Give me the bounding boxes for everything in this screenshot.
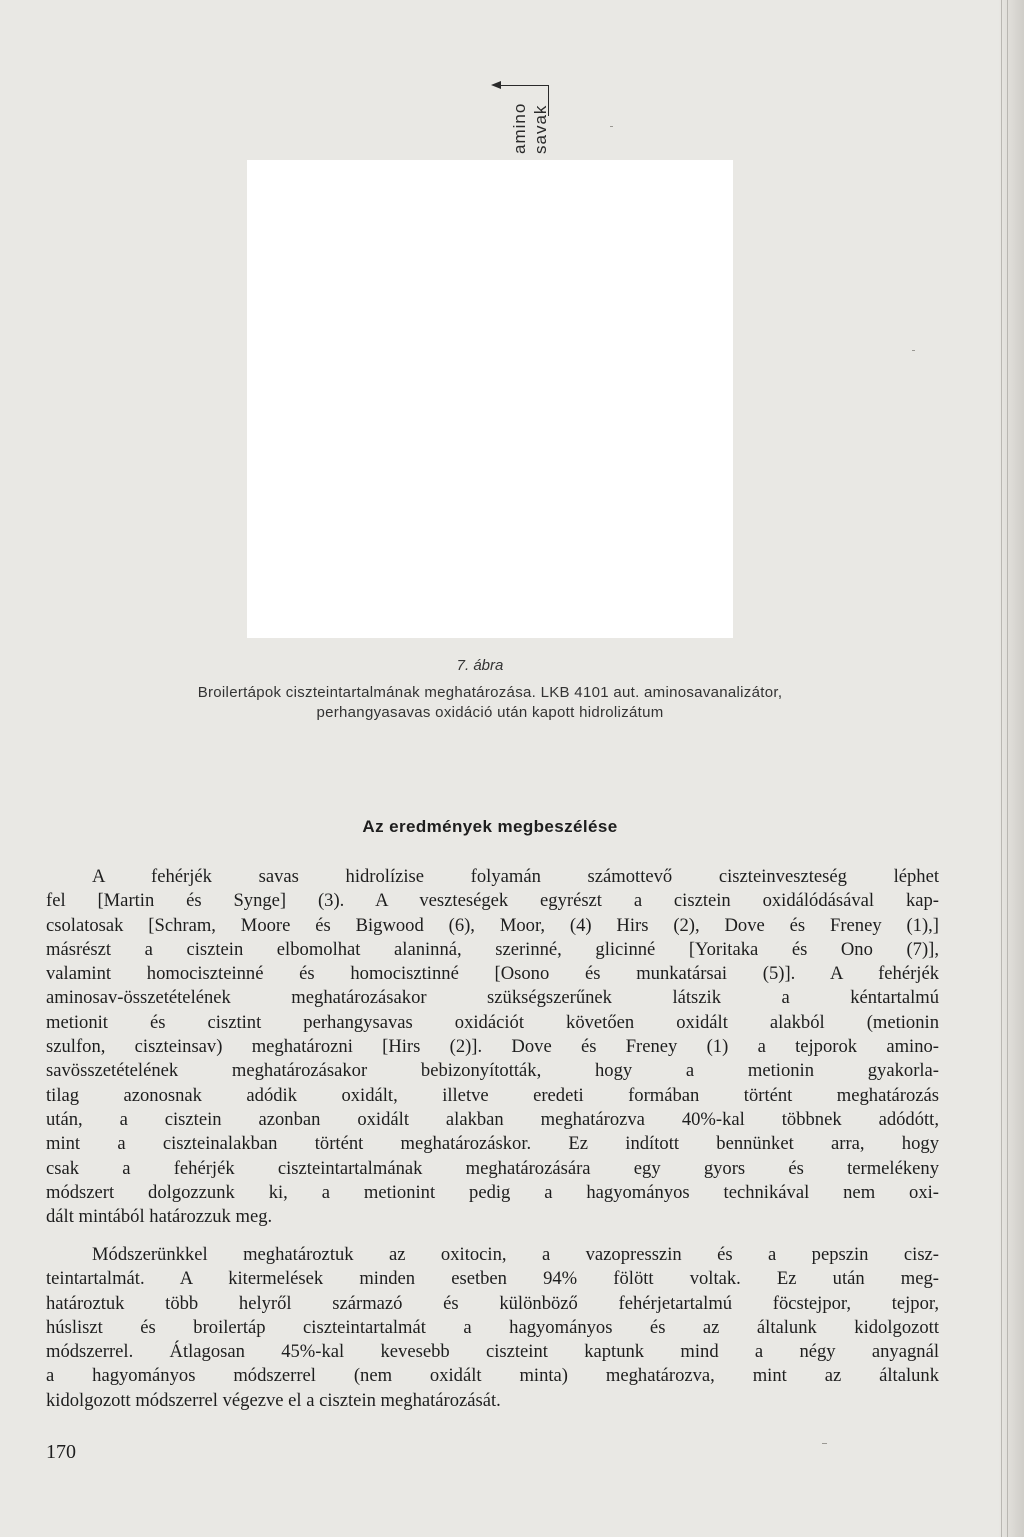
axis-arrow-shaft <box>500 85 549 86</box>
text-line: fel [Martin és Synge] (3). A veszteségek egyrészt a cisztein oxidálódásával kap- <box>46 890 939 912</box>
scan-speck <box>912 350 915 351</box>
caption-line: Broilertápok ciszteintartalmának meghatározása. LKB 4101 aut. aminosavanalizátor, <box>197 684 783 701</box>
page-edge-line <box>1001 0 1002 1537</box>
text-line: metionit és cisztint perhangysavas oxidációt követően oxidált alakból (metionin <box>46 1011 939 1033</box>
page-edge-line <box>1007 0 1008 1537</box>
text-line: teintartalmát. A kitermelések minden esetben 94% fölött voltak. Ez után meg- <box>46 1268 939 1290</box>
text-line: csak a fehérjék ciszteintartalmának meghatározására egy gyors és termelékeny <box>46 1157 939 1179</box>
text-line: határoztuk több helyről származó és különböző fehérjetartalmú föcstejpor, tejpor, <box>46 1292 939 1314</box>
text-line: savösszetételének meghatározásakor bebizonyították, hogy a metionin gyakorla- <box>46 1060 939 1082</box>
text-line: csolatosak [Schram, Moore és Bigwood (6), Moor, (4) Hirs (2), Dove és Freney (1),] <box>46 914 939 936</box>
paragraph-method <box>46 1243 939 1413</box>
scan-speck <box>610 126 613 127</box>
text-line: a hagyományos módszerrel (nem oxidált minta) meghatározva, mint az általunk <box>46 1365 939 1387</box>
axis-label-amino: amino <box>510 102 529 154</box>
section-title: Az eredmények megbeszélése <box>362 817 618 836</box>
paragraph-results <box>46 865 939 1229</box>
page-number: 170 <box>46 1441 76 1463</box>
text-line: kidolgozott módszerrel végezve el a cisztein meghatározását. <box>46 1389 501 1411</box>
text-line: mint a ciszteinalakban történt meghatározáskor. Ez indított bennünket arra, hogy <box>46 1133 939 1155</box>
text-line: után, a cisztein azonban oxidált alakban meghatározva 40%-kal többnek adódótt, <box>46 1108 939 1130</box>
text-line: módszerrel. Átlagosan 45%-kal kevesebb ciszteint kaptunk mind a négy anyagnál <box>46 1341 939 1363</box>
figure-image-placeholder <box>247 160 733 638</box>
text-line: tilag azonosnak adódik oxidált, illetve eredeti formában történt meghatározás <box>46 1084 939 1106</box>
text-line: Módszerünkkel meghatároztuk az oxitocin, a vazopresszin és a pepszin cisz- <box>92 1244 939 1265</box>
text-line: aminosav-összetételének meghatározásakor szükségszerűnek látszik a kéntartalmú <box>46 987 939 1009</box>
text-line: valamint homociszteinné és homocisztinné [Osono és munkatársai (5)]. A fehérjék <box>46 963 939 985</box>
figure-number: 7. ábra <box>456 657 504 674</box>
text-line: szulfon, ciszteinsav) meghatározni [Hirs (2)]. Dove és Freney (1) a tejporok amino- <box>46 1036 939 1058</box>
caption-line: perhangyasavas oxidáció után kapott hidrolizátum <box>316 704 664 721</box>
text-line: másrészt a cisztein elbomolhat alaninná, szerinné, glicinné [Yoritaka és Ono (7)], <box>46 938 939 960</box>
text-line: A fehérjék savas hidrolízise folyamán számottevő ciszteinveszteség léphet <box>92 866 939 887</box>
text-line: módszert dolgozzunk ki, a metionint pedig a hagyományos technikával nem oxi- <box>46 1181 939 1203</box>
page-edge-shadow <box>998 0 1024 1537</box>
figure-caption <box>40 683 940 723</box>
scan-speck <box>822 1443 827 1444</box>
axis-label-savak: savak <box>531 104 550 154</box>
text-line: dált mintából határozzuk meg. <box>46 1206 273 1228</box>
text-line: húsliszt és broilertáp ciszteintartalmát a hagyományos és az általunk kidolgozott <box>46 1316 939 1338</box>
